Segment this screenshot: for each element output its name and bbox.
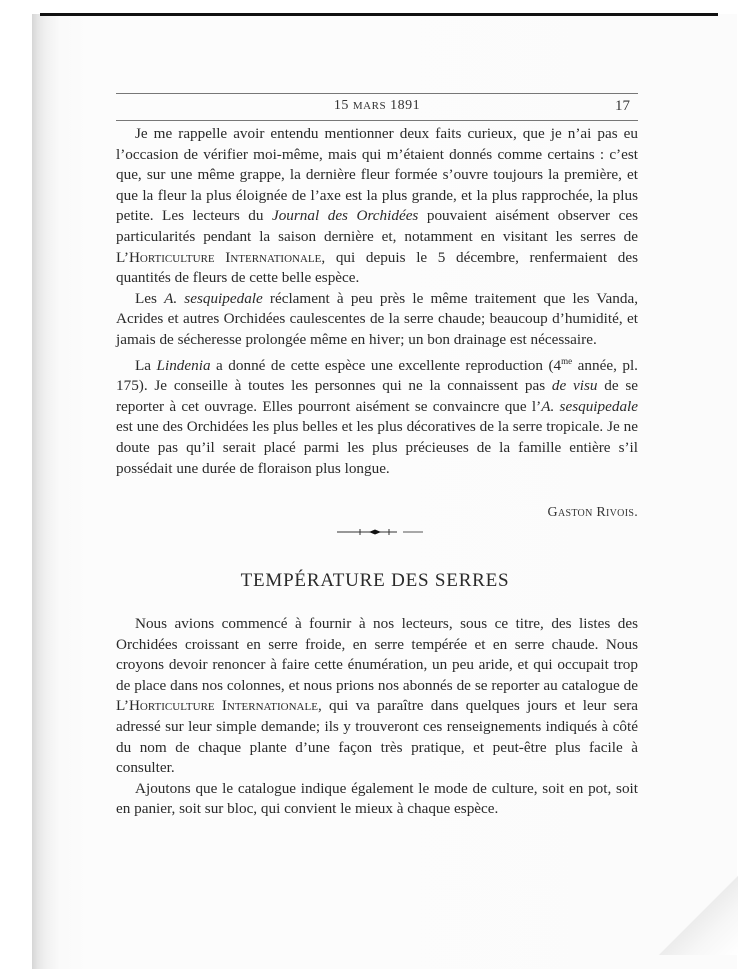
- text-run: Nous avions commencé à fournir à nos lecteurs, sous ce titre, des listes des Orchidées croissant en serre froide, en serre tempérée et en serre chaude. Nous croyons devoir renoncer à faire cette énumération, un peu aride, et qui occupait trop de place dans nos colonnes, et nous prions nos abonnés de se reporter au catalogue de: [116, 615, 638, 694]
- date-day: 15: [333, 98, 349, 113]
- species-name: A. sesquipedale: [164, 289, 263, 307]
- author-signature: Gaston Rivois.: [547, 505, 638, 520]
- publication-name: Lindenia: [156, 356, 211, 374]
- paragraph: [116, 289, 638, 351]
- latin-phrase: de visu: [551, 377, 598, 395]
- text-run: Les: [135, 289, 165, 307]
- paragraph: Ajoutons que le catalogue indique également le mode de culture, soit en pot, soit en panier, soit sur bloc, qui convient le mieux à chaque espèce.: [116, 779, 638, 818]
- paragraph: [116, 351, 638, 480]
- date-month: MARS: [352, 100, 387, 112]
- page-number: 17: [615, 98, 630, 114]
- ornament-divider: [335, 526, 425, 538]
- text-run: pouvaient aisément observer ces particularités pendant la saison dernière et, notamment en visitant les serres de: [116, 207, 638, 245]
- company-name: L’Horticulture Internationale: [116, 248, 322, 266]
- section-title: TEMPÉRATURE DES SERRES: [240, 570, 510, 591]
- running-head: [116, 93, 638, 121]
- article-body: [116, 614, 638, 820]
- superscript: me: [561, 355, 573, 366]
- scan-top-edge: [40, 13, 718, 16]
- species-name: A. sesquipedale: [541, 397, 638, 415]
- text-run: de se reporter à cet ouvrage. Elles pourront aisément se convaincre que l’: [116, 377, 638, 415]
- paragraph: [116, 124, 638, 289]
- text-run: a donné de cette espèce une excellente reproduction (4: [210, 356, 562, 374]
- running-head-date: [116, 98, 638, 114]
- text-run: , qui depuis le 5 décembre, renfermaient des quantités de fleurs de cette belle espèce.: [116, 248, 638, 287]
- date-year: 1891: [390, 98, 421, 113]
- article-body: [116, 124, 638, 479]
- text-run: , qui va paraître dans quelques jours et leur sera adressé sur leur simple demande; ils y trouveront ces renseignements indiqués à côté du nom de chaque plante d’une façon très pratique, et peut-être plus facile à consulter.: [116, 697, 638, 777]
- text-run: est une des Orchidées les plus belles et les plus décoratives de la serre tropicale. Je ne doute pas qu’il serait placé parmi les plus précieuses de la famille entière s’il possédait une durée de floraison plus longue.: [116, 418, 638, 477]
- paragraph: [116, 614, 638, 779]
- company-name: L’Horticulture Internationale: [116, 697, 318, 715]
- text-run: réclament à peu près le même traitement que les Vanda, Acrides et autres Orchidées caulescentes de la serre chaude; beaucoup d’humidité, et jamais de sécheresse prolongée même en hiver; un bon drainage est nécessaire.: [116, 289, 638, 348]
- text-run: La: [135, 356, 157, 374]
- journal-title: Journal des Orchidées: [271, 207, 419, 225]
- text-run: année, pl. 175). Je conseille à toutes les personnes qui ne la connaissent pas: [116, 356, 638, 395]
- page-corner-fold: [658, 875, 738, 955]
- ornament-diamond: [369, 530, 381, 535]
- text-run: Je me rappelle avoir entendu mentionner deux faits curieux, que je n’ai pas eu l’occasion de vérifier moi-même, mais qui m’étaient donnés comme certains : c’est que, sur une même grappe, la dernière fleur formée s’ouvre toujours la première, et que la fleur la plus éloignée de l’axe est la plus grande, et la plus rapprochée, la plus petite. Les lecteurs du: [116, 125, 638, 225]
